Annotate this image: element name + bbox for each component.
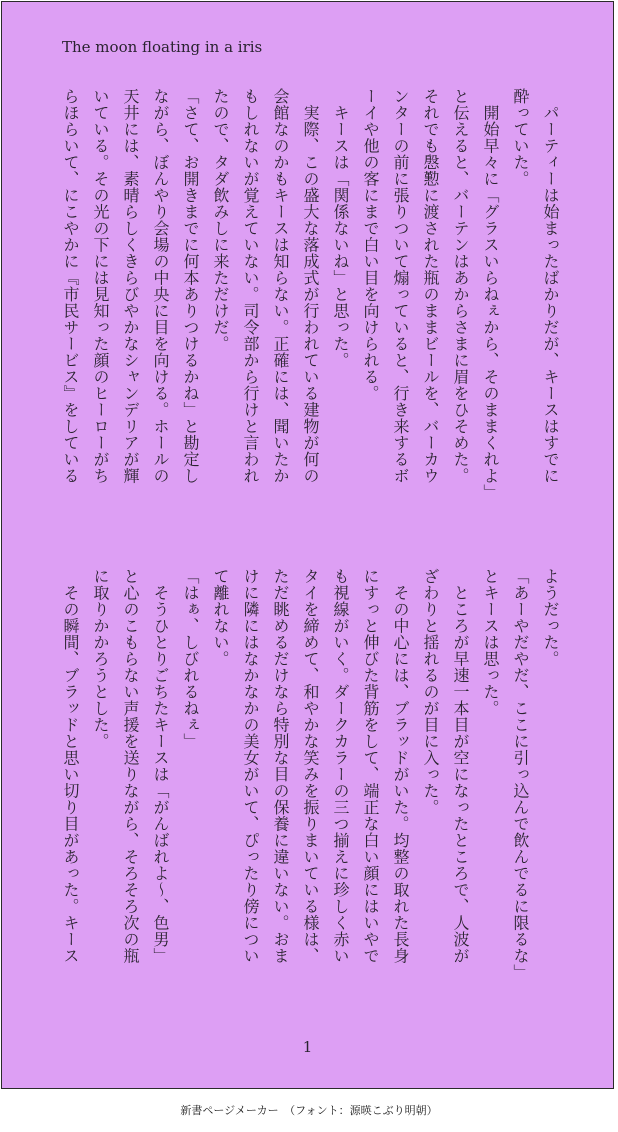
footer-caption: 新書ページメーカー （フォント：源暎こぶり明朝）: [180, 1104, 438, 1117]
book-page: [1, 1, 614, 1089]
paragraph: パーティーは始まったばかりだが、キースはすでに 酔っていた。: [511, 88, 560, 484]
paragraph: 「あーやだやだ、ここに引っ込んで飲んでるに限るな」 とキースは思った。: [481, 568, 530, 981]
paragraph: その瞬間、ブラッドと思い切り目があった。キース: [61, 568, 80, 964]
page-number: 1: [302, 1038, 313, 1056]
paragraph: 「さて、お開きまでに何本ありつけるかね」と勘定し ながら、ぼんやり会場の中央に目を向ける。ホールの 天井には、素晴らしくきらびやかなシャンデリアが輝 いている。その光の下には見知った顔のヒーローがち らほらいて、にこやかに『市民サービス』をしている: [61, 88, 200, 484]
vertical-text-block-bottom: [61, 568, 565, 1008]
paragraph: そうひとりごちたキースは「がんばれよ〜、色男」 と心のこもらない声援を送りながら、そろそろ次の瓶 に取りかかろうとした。: [91, 568, 170, 964]
paragraph: ところが早速一本目が空になったところで、人波が ざわりと揺れるのが目に入った。: [421, 568, 470, 964]
vertical-text-block-top: [61, 88, 565, 528]
paragraph: 実際、この盛大な落成式が行われている建物が何の 会館なのかもキースは知らない。正確には、聞いたか もしれないが覚えていない。司令部から行けと言われ たので、タダ飲みしに来ただけだ。: [211, 88, 320, 484]
paragraph: ようだった。: [541, 568, 560, 667]
paragraph: 「はぁ、しびれるねぇ」: [181, 568, 200, 750]
paragraph: 開始早々に「グラスいらねぇから、そのままくれよ」 と伝えると、バーテンはあからさまに眉をひそめた。 それでも慇懃に渡された瓶のままビールを、バーカウ ンターの前に張りついて煽っていると、行き来するボ ーイや他の客にまで白い目を向けられる。: [361, 88, 500, 501]
paragraph: キースは「関係ないね」と思った。: [331, 88, 350, 369]
page-title: The moon floating in a iris: [62, 38, 263, 56]
paragraph: その中心には、ブラッドがいた。均整の取れた長身 にすっと伸びた背筋をして、端正な白い顔にはいやで も視線がいく。ダークカラーの三つ揃えに珍しく赤い タイを締めて、和やかな笑みを振りまいている様は、 ただ眺めるだけなら特別な目の保養に違いない。おま けに隣にはなかなかの美女がいて、ぴったり傍につい て離れない。: [211, 568, 410, 964]
